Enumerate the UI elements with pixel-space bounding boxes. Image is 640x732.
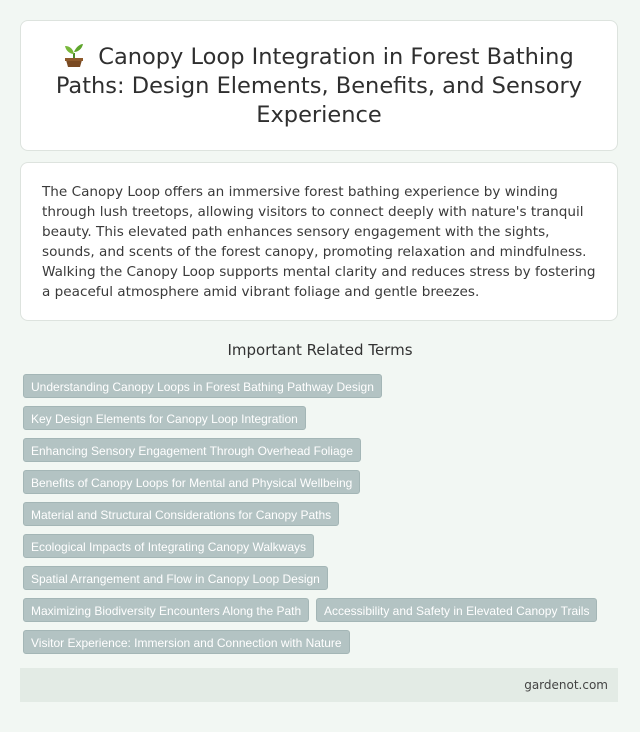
term-tag[interactable]: Material and Structural Considerations for Canopy Paths (23, 502, 339, 526)
title-card (20, 20, 618, 151)
footer-site[interactable]: gardenot.com (524, 678, 608, 692)
term-tag[interactable]: Understanding Canopy Loops in Forest Bathing Pathway Design (23, 374, 382, 398)
sprout-icon (64, 41, 84, 67)
page-title-text: Canopy Loop Integration in Forest Bathing Paths: Design Elements, Benefits, and Sensory Experience (55, 44, 583, 128)
page-title (49, 41, 589, 130)
term-tag[interactable]: Key Design Elements for Canopy Loop Integration (23, 406, 306, 430)
term-tag[interactable]: Ecological Impacts of Integrating Canopy Walkways (23, 534, 314, 558)
term-tag[interactable]: Visitor Experience: Immersion and Connection with Nature (23, 630, 350, 654)
related-terms-heading: Important Related Terms (227, 341, 413, 359)
term-tag[interactable]: Enhancing Sensory Engagement Through Overhead Foliage (23, 438, 361, 462)
term-tag[interactable]: Maximizing Biodiversity Encounters Along the Path (23, 598, 309, 622)
term-tag[interactable]: Benefits of Canopy Loops for Mental and Physical Wellbeing (23, 470, 360, 494)
intro-card (20, 162, 618, 321)
footer (20, 668, 618, 702)
intro-paragraph: The Canopy Loop offers an immersive forest bathing experience by winding through lush treetops, allowing visitors to connect deeply with nature's tranquil beauty. This elevated path enhances sensory engagement with the sights, sounds, and scents of the forest canopy, promoting relaxation and mindfulness. Walking the Canopy Loop supports mental clarity and reduces stress by fostering a peaceful atmosphere amid vibrant foliage and gentle breezes. (42, 184, 596, 300)
term-tag[interactable]: Accessibility and Safety in Elevated Canopy Trails (316, 598, 597, 622)
term-tag[interactable]: Spatial Arrangement and Flow in Canopy Loop Design (23, 566, 328, 590)
